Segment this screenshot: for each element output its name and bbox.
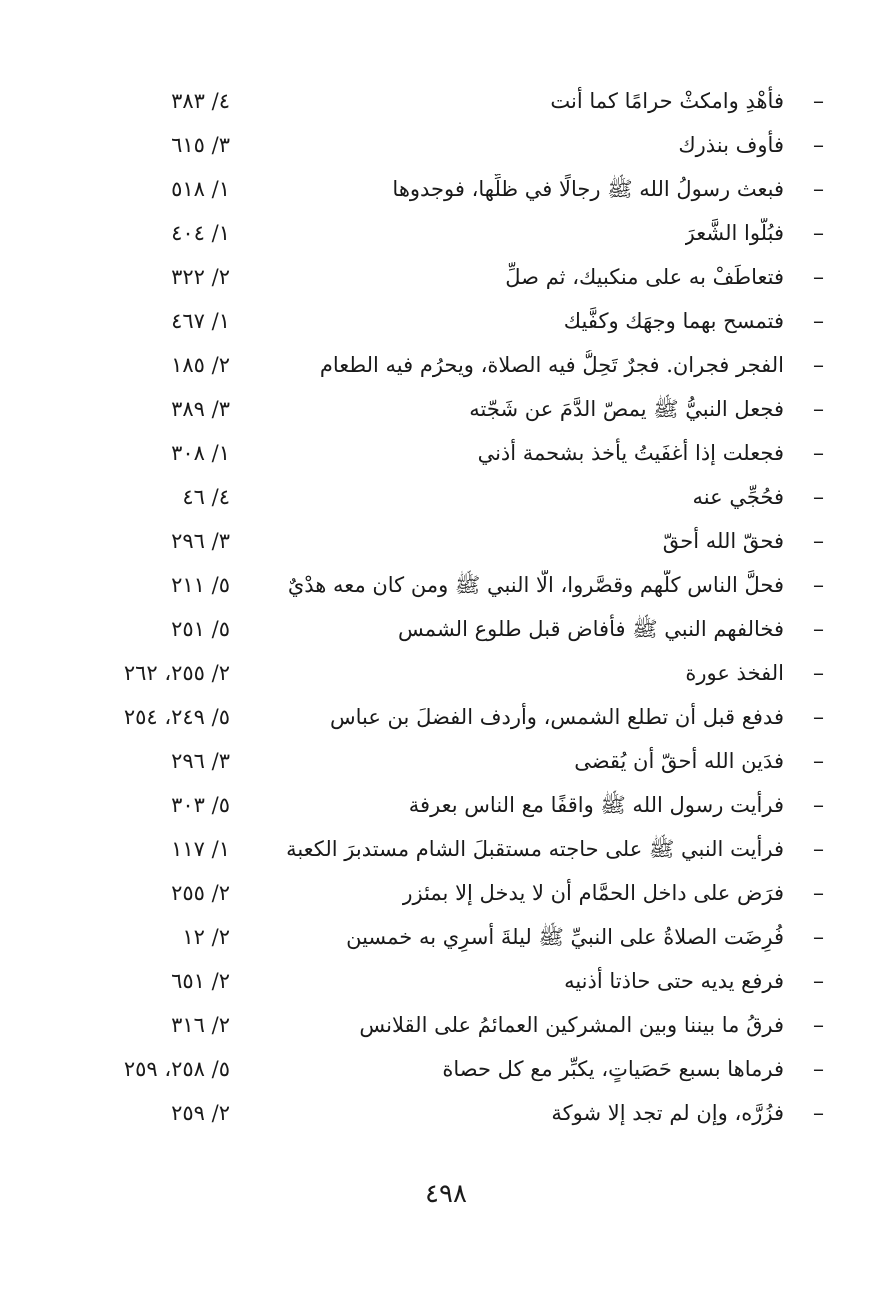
entry-dash: – [813,661,824,686]
index-entry [70,608,830,652]
entry-dash: – [813,89,824,114]
entry-dash: – [813,1101,824,1126]
entry-text: فرماها بسبع حَصَياتٍ، يكبِّر مع كل حصاة [442,1057,784,1081]
entry-dash: – [813,441,824,466]
entry-dash: – [813,837,824,862]
entry-reference: ٣/ ٢٩٦ [171,529,230,553]
entry-reference: ٥/ ٢١١ [171,573,230,597]
entry-text: فحلَّ الناس كلُّهم وقصَّروا، الّا النبي ﷺ ومن كان معه هدْيٌ [287,573,784,597]
entry-dash: – [813,1013,824,1038]
entry-text: فأوف بنذرك [678,133,784,157]
entry-text: فبعث رسولُ الله ﷺ رجالًا في ظلِّها، فوجدوها [392,177,784,201]
entry-dash: – [813,793,824,818]
entry-text: فخالفهم النبي ﷺ فأفاض قبل طلوع الشمس [398,617,784,641]
index-entry [70,476,830,520]
entry-dash: – [813,133,824,158]
entry-text: فتعاطَفْ به على منكبيك، ثم صلِّ [505,265,784,289]
entry-text: فرقُ ما بيننا وبين المشركين العمائمُ على القلانس [359,1013,784,1037]
index-entry [70,212,830,256]
entry-text: الفجر فجران. فجرٌ تَحِلُّ فيه الصلاة، ويحرُم فيه الطعام [319,353,784,377]
entry-dash: – [813,617,824,642]
entry-reference: ٢/ ٣٢٢ [171,265,230,289]
index-entry [70,256,830,300]
index-entry [70,872,830,916]
entry-reference: ١/ ٥١٨ [171,177,230,201]
entry-reference: ٢/ ١٢ [182,925,230,949]
index-entry [70,828,830,872]
entry-text: فدَين الله أحقّ أن يُقضى [574,749,784,773]
entry-text: فجعل النبيُّ ﷺ يمصّ الدَّمَ عن شَجّته [469,397,784,421]
entry-dash: – [813,573,824,598]
entry-reference: ١/ ١١٧ [171,837,230,861]
index-entry [70,168,830,212]
entry-dash: – [813,397,824,422]
index-entry [70,696,830,740]
entry-dash: – [813,529,824,554]
entry-text: فرَض على داخل الحمَّام أن لا يدخل إلا بمئزر [402,881,784,905]
index-entry [70,652,830,696]
entry-reference: ٤/ ٤٦ [182,485,230,509]
index-entry [70,564,830,608]
entry-dash: – [813,221,824,246]
entry-text: فأهْدِ وامكثْ حرامًا كما أنت [550,89,784,113]
index-entry [70,916,830,960]
entry-reference: ٥/ ٢٥١ [171,617,230,641]
hadith-index-list [70,80,830,1136]
entry-dash: – [813,353,824,378]
entry-dash: – [813,177,824,202]
index-entry [70,740,830,784]
entry-reference: ٢/ ٦٥١ [171,969,230,993]
index-entry [70,300,830,344]
entry-dash: – [813,705,824,730]
index-entry [70,1048,830,1092]
entry-reference: ٣/ ٣٨٩ [171,397,230,421]
entry-text: فحُجِّي عنه [692,485,784,509]
entry-dash: – [813,749,824,774]
entry-text: فجعلت إذا أغفَيتُ يأخذ بشحمة أذني [477,441,784,465]
entry-text: فرفع يديه حتى حاذتا أذنيه [564,969,784,993]
index-entry [70,960,830,1004]
entry-dash: – [813,265,824,290]
entry-reference: ٥/ ٣٠٣ [171,793,230,817]
entry-reference: ١/ ٤٠٤ [171,221,230,245]
index-entry [70,784,830,828]
index-entry [70,388,830,432]
entry-text: فدفع قبل أن تطلع الشمس، وأردف الفضلَ بن عباس [329,705,784,729]
entry-text: الفخذ عورة [685,661,784,685]
entry-dash: – [813,309,824,334]
entry-reference: ٢/ ١٨٥ [171,353,230,377]
entry-dash: – [813,1057,824,1082]
index-entry [70,80,830,124]
entry-text: فتمسح بهما وجهَك وكفَّيك [563,309,784,333]
index-entry [70,124,830,168]
entry-reference: ٣/ ٢٩٦ [171,749,230,773]
entry-reference: ١/ ٤٦٧ [171,309,230,333]
entry-reference: ٢/ ٢٥٥، ٢٦٢ [123,661,230,685]
entry-dash: – [813,925,824,950]
entry-reference: ٤/ ٣٨٣ [171,89,230,113]
entry-dash: – [813,881,824,906]
index-entry [70,1092,830,1136]
index-entry [70,520,830,564]
entry-text: فُرِضَت الصلاةُ على النبيِّ ﷺ ليلةَ أسرِي به خمسين [346,925,784,949]
entry-reference: ١/ ٣٠٨ [171,441,230,465]
entry-text: فحقّ الله أحقّ [662,529,784,553]
index-entry [70,1004,830,1048]
entry-reference: ٥/ ٢٥٨، ٢٥٩ [123,1057,230,1081]
entry-text: فرأيت النبي ﷺ على حاجته مستقبلَ الشام مستدبرَ الكعبة [286,837,784,861]
entry-text: فزُرَّه، وإن لم تجد إلا شوكة [551,1101,784,1125]
entry-reference: ٢/ ٢٥٩ [171,1101,230,1125]
index-entry [70,432,830,476]
entry-dash: – [813,485,824,510]
entry-dash: – [813,969,824,994]
entry-reference: ٢/ ٣١٦ [171,1013,230,1037]
entry-reference: ٥/ ٢٤٩، ٢٥٤ [123,705,230,729]
entry-text: فبُلُّوا الشَّعرَ [684,221,784,245]
index-entry [70,344,830,388]
page-number: ٤٩٨ [425,1179,467,1209]
entry-reference: ٣/ ٦١٥ [171,133,230,157]
entry-text: فرأيت رسول الله ﷺ واقفًا مع الناس بعرفة [408,793,784,817]
entry-reference: ٢/ ٢٥٥ [171,881,230,905]
